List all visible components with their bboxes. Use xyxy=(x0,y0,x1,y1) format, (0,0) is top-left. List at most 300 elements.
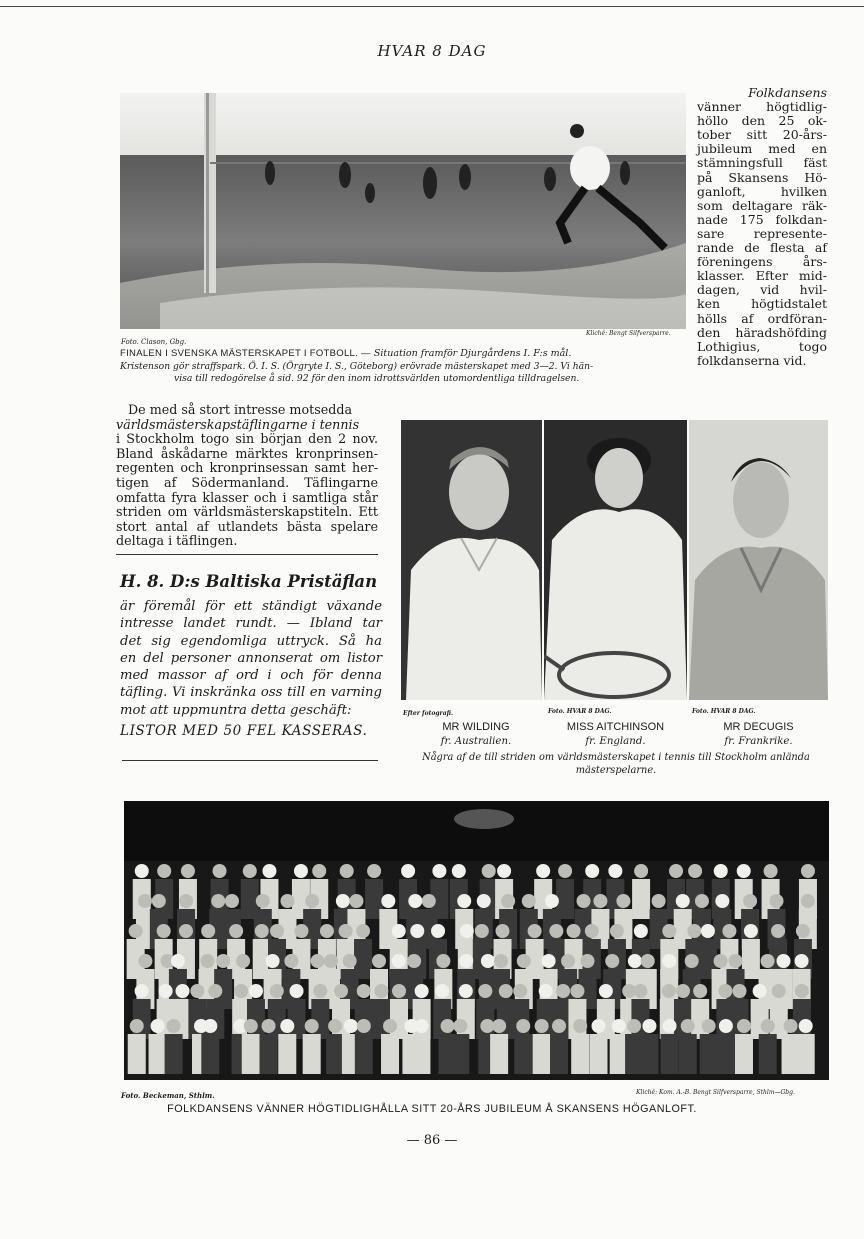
crowd-figure xyxy=(201,1034,219,1074)
crowd-head xyxy=(129,924,143,938)
crowd-head xyxy=(592,1019,606,1033)
crowd-figure xyxy=(511,999,529,1039)
running-header: HVAR 8 DAG xyxy=(377,42,487,60)
crowd-figure xyxy=(691,999,709,1039)
crowd-head xyxy=(542,954,556,968)
crowd-head xyxy=(641,954,655,968)
crowd-head xyxy=(313,984,327,998)
crowd-head xyxy=(652,894,666,908)
crowd-head xyxy=(234,984,248,998)
crowd-head xyxy=(567,924,581,938)
folkdans-line: jubileum med en xyxy=(697,141,827,157)
crowd-figure xyxy=(206,999,224,1039)
prize-body xyxy=(120,598,382,719)
crowd-head xyxy=(151,1019,165,1033)
crowd-head xyxy=(280,894,294,908)
tennis-body: i Stockholm togo sin början den 2 nov. Bland åskådarne märktes kronprinsen-regenten och kronprinsessan samt her-tigen af Södermanland. Täflingarne omfatta fyra klasser och i samtliga står striden om världsmästerskapstiteln. Ett stort antal af utlandets bästa spelare deltaga i täflingen. xyxy=(116,431,378,549)
crowd-head xyxy=(255,924,269,938)
crowd-head xyxy=(516,1019,530,1033)
crowd-figure xyxy=(717,1034,735,1074)
crowd-head xyxy=(431,924,445,938)
crowd-head xyxy=(688,864,702,878)
crowd-head xyxy=(771,924,785,938)
crowd-head xyxy=(478,984,492,998)
crowd-figure xyxy=(571,1034,589,1074)
portrait-credit-3: Foto. HVAR 8 DAG. xyxy=(692,708,756,715)
crowd-figure xyxy=(165,1034,183,1074)
crowd-head xyxy=(556,984,570,998)
portrait-aitchinson xyxy=(544,420,687,700)
crowd-head xyxy=(481,954,495,968)
crowd-head xyxy=(634,864,648,878)
crowd-head xyxy=(305,894,319,908)
crowd-head xyxy=(610,924,624,938)
crowd-head xyxy=(599,984,613,998)
crowd-figure xyxy=(640,1034,658,1074)
crowd-head xyxy=(772,984,786,998)
crowd-head xyxy=(496,924,510,938)
crowd-head xyxy=(733,984,747,998)
crowd-head xyxy=(225,894,239,908)
crowd-head xyxy=(753,984,767,998)
portrait-credit-1: Efter fotografi. xyxy=(403,710,454,717)
folkdans-line: Folkdansens xyxy=(748,85,827,100)
crowd-head xyxy=(138,954,152,968)
crowd-figure xyxy=(632,879,650,919)
crowd-head xyxy=(608,864,622,878)
tennis-photo-caption xyxy=(400,751,832,777)
crowd-head xyxy=(693,984,707,998)
crowd-head xyxy=(570,984,584,998)
crowd-head xyxy=(324,954,338,968)
crowd-head xyxy=(549,924,563,938)
crowd-head xyxy=(701,924,715,938)
crowd-figure xyxy=(731,999,749,1039)
folkdans-line: vänner högtidlig- xyxy=(697,99,827,115)
crowd-head xyxy=(179,924,193,938)
crowd-head xyxy=(497,864,511,878)
prize-line: är föremål för ett ständigt växande xyxy=(120,599,382,614)
crowd-head xyxy=(761,954,775,968)
crowd-head xyxy=(475,924,489,938)
crowd-head xyxy=(616,894,630,908)
player-name: MISS AITCHINSON xyxy=(566,721,665,733)
crowd-head xyxy=(452,864,466,878)
crowd-head xyxy=(208,984,222,998)
crowd-head xyxy=(535,1019,549,1033)
portrait-decugis xyxy=(689,420,828,700)
crowd-figure xyxy=(288,999,306,1039)
crowd-head xyxy=(681,1019,695,1033)
crowd-head xyxy=(669,864,683,878)
crowd-figure xyxy=(188,999,206,1039)
crowd-head xyxy=(415,984,429,998)
crowd-head xyxy=(605,954,619,968)
folkdans-line: den häradshöfding xyxy=(697,324,827,340)
folkdans-column xyxy=(697,86,827,368)
crowd-head xyxy=(687,924,701,938)
folkdans-line: nade 175 folkdan- xyxy=(697,211,827,227)
crowd-figure xyxy=(303,1034,321,1074)
crowd-figure xyxy=(355,999,373,1039)
crowd-figure xyxy=(260,1034,278,1074)
crowd-head xyxy=(392,924,406,938)
crowd-head xyxy=(722,924,736,938)
crowd-head xyxy=(383,1019,397,1033)
crowd-head xyxy=(737,1019,751,1033)
crowd-head xyxy=(381,894,395,908)
crowd-head xyxy=(513,984,527,998)
crowd-head xyxy=(270,924,284,938)
crowd-head xyxy=(799,1019,813,1033)
crowd-head xyxy=(256,894,270,908)
prize-line: med massor af ord i och för denna xyxy=(120,668,382,684)
crowd-head xyxy=(539,984,553,998)
crowd-head xyxy=(634,924,648,938)
crowd-head xyxy=(157,864,171,878)
tennis-photo-caption-line1: Några af de till striden om världsmästerskapet i tennis till Stockholm anlända xyxy=(422,752,810,763)
crowd-head xyxy=(236,954,250,968)
crowd-head xyxy=(249,984,263,998)
folkdans-line: klasser. Efter mid- xyxy=(697,268,827,284)
crowd-head xyxy=(203,1019,217,1033)
crowd-figure xyxy=(247,999,265,1039)
crowd-figure xyxy=(631,999,649,1039)
crowd-head xyxy=(357,1019,371,1033)
crowd-head xyxy=(312,864,326,878)
crowd-figure xyxy=(568,999,586,1039)
folkdans-line: dagen, vid hvil- xyxy=(697,282,827,298)
folkdans-line: stämningsfull fäst xyxy=(697,155,827,171)
crowd-head xyxy=(573,1019,587,1033)
crowd-head xyxy=(662,954,676,968)
crowd-figure xyxy=(742,939,760,979)
crowd-head xyxy=(702,1019,716,1033)
crowd-head xyxy=(201,924,215,938)
prize-line: mot att uppmuntra detta geschäft: xyxy=(120,702,352,718)
crowd-head xyxy=(501,894,515,908)
crowd-head xyxy=(401,864,415,878)
folkdans-line: som deltagare räk- xyxy=(697,197,827,213)
football-caption xyxy=(120,348,700,386)
crowd-head xyxy=(159,984,173,998)
crowd-head xyxy=(777,954,791,968)
crowd-figure xyxy=(457,999,475,1039)
football-caption-line2: Kristenson gör straffspark. Ö. I. S. (Örgryte I. S., Göteborg) erövrade mästerskapet med 3—2. Vi hän- xyxy=(120,360,594,372)
crowd-head xyxy=(294,864,308,878)
crowd-head xyxy=(695,894,709,908)
folkdans-line: tober sitt 20-års- xyxy=(697,127,827,143)
crowd-head xyxy=(190,984,204,998)
crowd-head xyxy=(499,984,513,998)
crowd-head xyxy=(171,954,185,968)
crowd-head xyxy=(436,954,450,968)
player-origin: fr. Australien. xyxy=(440,736,512,747)
crowd-head xyxy=(176,984,190,998)
crowd-head xyxy=(243,864,257,878)
crowd-figure xyxy=(355,1034,373,1074)
crowd-head xyxy=(339,924,353,938)
crowd-head xyxy=(676,984,690,998)
group-photo-caption: FOLKDANSENS VÄNNER HÖGTIDLIGHÅLLA SITT 20-ÅRS JUBILEUM Å SKANSENS HÖGANLOFT. xyxy=(167,1103,697,1115)
crowd-figure xyxy=(597,999,615,1039)
folkdans-line: sare represente- xyxy=(697,225,827,241)
folkdans-line: på Skansens Hö- xyxy=(697,169,827,185)
crowd-head xyxy=(662,924,676,938)
crowd-head xyxy=(179,894,193,908)
tennis-article xyxy=(116,403,378,549)
crowd-head xyxy=(311,954,325,968)
crowd-head xyxy=(801,894,815,908)
crowd-head xyxy=(577,894,591,908)
crowd-head xyxy=(492,1019,506,1033)
crowd-figure xyxy=(793,999,811,1039)
crowd-head xyxy=(770,894,784,908)
crowd-head xyxy=(663,1019,677,1033)
crowd-head xyxy=(135,864,149,878)
crowd-head xyxy=(482,864,496,878)
crowd-head xyxy=(729,954,743,968)
crowd-figure xyxy=(759,1034,777,1074)
crowd-head xyxy=(343,954,357,968)
crowd-head xyxy=(266,954,280,968)
crowd-head xyxy=(522,894,536,908)
crowd-head xyxy=(459,984,473,998)
crowd-figure xyxy=(674,999,692,1039)
crowd-figure xyxy=(326,1034,344,1074)
folkdans-line: höllo den 25 ok- xyxy=(697,113,827,129)
crowd-head xyxy=(801,864,815,878)
crowd-head xyxy=(714,954,728,968)
crowd-head xyxy=(213,864,227,878)
crowd-figure xyxy=(590,1034,608,1074)
crowd-figure xyxy=(412,1034,430,1074)
crowd-figure xyxy=(433,999,451,1039)
player-name: MR DECUGIS xyxy=(723,721,794,733)
crowd-figure xyxy=(770,999,788,1039)
crowd-head xyxy=(441,1019,455,1033)
player-origin: fr. England. xyxy=(585,736,646,747)
crowd-head xyxy=(336,894,350,908)
crowd-figure xyxy=(625,1034,643,1074)
crowd-head xyxy=(320,924,334,938)
crowd-figure xyxy=(157,999,175,1039)
crowd-figure xyxy=(268,999,286,1039)
crowd-head xyxy=(459,954,473,968)
crowd-head xyxy=(715,894,729,908)
prize-title: H. 8. D:s Baltiska Pristäflan xyxy=(120,572,378,591)
crowd-head xyxy=(627,1019,641,1033)
crowd-head xyxy=(407,954,421,968)
crowd-head xyxy=(244,1019,258,1033)
crowd-head xyxy=(229,924,243,938)
football-photo xyxy=(120,93,686,329)
crowd-figure xyxy=(390,999,408,1039)
crowd-head xyxy=(157,924,171,938)
crowd-figure xyxy=(149,1034,167,1074)
crowd-head xyxy=(477,894,491,908)
divider xyxy=(116,554,378,555)
crowd-figure xyxy=(133,999,151,1039)
crowd-figure xyxy=(700,1034,718,1074)
crowd-head xyxy=(718,984,732,998)
crowd-head xyxy=(558,864,572,878)
crowd-figure xyxy=(533,1034,551,1074)
crowd-head xyxy=(714,864,728,878)
prize-line: det sig egendomliga uttryck. Så ha xyxy=(120,633,382,649)
crowd-head xyxy=(305,1019,319,1033)
crowd-head xyxy=(633,984,647,998)
crowd-head xyxy=(552,1019,566,1033)
crowd-head xyxy=(536,864,550,878)
crowd-head xyxy=(580,954,594,968)
crowd-figure xyxy=(381,1034,399,1074)
crowd-head xyxy=(356,924,370,938)
crowd-figure xyxy=(372,999,390,1039)
crowd-head xyxy=(545,894,559,908)
crowd-figure xyxy=(476,999,494,1039)
crowd-head xyxy=(796,924,810,938)
crowd-head xyxy=(494,954,508,968)
crowd-head xyxy=(422,894,436,908)
crowd-figure xyxy=(537,999,555,1039)
crowd-head xyxy=(561,954,575,968)
football-caption-line3: visa till redogörelse å sid. 92 för den inom idrottsvärlden utomordentliga tilldragelsen. xyxy=(174,373,580,384)
crowd-head xyxy=(585,924,599,938)
portrait-wilding xyxy=(401,420,542,700)
crowd-head xyxy=(528,924,542,938)
crowd-head xyxy=(460,924,474,938)
folkdans-line: rande de flesta af xyxy=(697,240,827,256)
crowd-head xyxy=(138,894,152,908)
crowd-head xyxy=(457,894,471,908)
crowd-figure xyxy=(128,1034,146,1074)
football-caption-title: FINALEN I SVENSKA MÄSTERSKAPET I FOTBOLL. — xyxy=(120,348,371,359)
crowd-head xyxy=(585,864,599,878)
crowd-head xyxy=(334,984,348,998)
crowd-head xyxy=(612,1019,626,1033)
crowd-figure xyxy=(661,1034,679,1074)
crowd-head xyxy=(795,954,809,968)
top-rule xyxy=(0,6,864,7)
crowd-head xyxy=(167,1019,181,1033)
folkdans-line: ganloft, hvilken xyxy=(697,183,827,199)
crowd-head xyxy=(410,924,424,938)
crowd-head xyxy=(761,1019,775,1033)
football-photo-credit: Foto. Clason, Gbg. xyxy=(121,338,187,346)
crowd-head xyxy=(435,984,449,998)
folkdans-line: föreningens års- xyxy=(697,254,827,270)
crowd-head xyxy=(764,864,778,878)
crowd-figure xyxy=(550,1034,568,1074)
crowd-head xyxy=(216,954,230,968)
crowd-head xyxy=(357,984,371,998)
group-photo-credit: Foto. Beckeman, Sthlm. xyxy=(121,1091,215,1100)
crowd-head xyxy=(685,954,699,968)
tennis-photo-caption-line2: mästerspelarne. xyxy=(575,765,657,776)
crowd-head xyxy=(784,1019,798,1033)
crowd-figure xyxy=(278,1034,296,1074)
crowd-head xyxy=(262,864,276,878)
folkdans-line: folkdanserna vid. xyxy=(697,352,807,368)
tennis-intro: De med så stort intresse motsedda xyxy=(128,402,353,417)
crowd-head xyxy=(328,1019,342,1033)
crowd-head xyxy=(662,984,676,998)
crowd-head xyxy=(270,984,284,998)
crowd-head xyxy=(392,954,406,968)
crowd-head xyxy=(642,1019,656,1033)
prize-line: täfling. Vi inskränka oss till en varning xyxy=(120,685,382,701)
portrait-credit-2: Foto. HVAR 8 DAG. xyxy=(548,708,612,715)
crowd-head xyxy=(432,864,446,878)
crowd-head xyxy=(628,954,642,968)
crowd-head xyxy=(743,894,757,908)
crowd-head xyxy=(152,894,166,908)
crowd-head xyxy=(374,984,388,998)
crowd-figure xyxy=(610,1034,628,1074)
crowd-head xyxy=(744,924,758,938)
folkdans-line: hölls af ordföran- xyxy=(697,310,827,326)
crowd-head xyxy=(367,864,381,878)
crowd-head xyxy=(392,984,406,998)
crowd-head xyxy=(593,894,607,908)
crowd-figure xyxy=(242,1034,260,1074)
crowd-figure xyxy=(797,1034,815,1074)
prize-warning: LISTOR MED 50 FEL KASSERAS. xyxy=(120,723,368,739)
player-origin: fr. Frankrike. xyxy=(724,736,793,747)
crowd-head xyxy=(280,1019,294,1033)
crowd-figure xyxy=(514,1034,532,1074)
crowd-head xyxy=(795,984,809,998)
crowd-figure xyxy=(490,1034,508,1074)
crowd-head xyxy=(344,1019,358,1033)
crowd-head xyxy=(737,864,751,878)
crowd-head xyxy=(517,954,531,968)
crowd-head xyxy=(262,1019,276,1033)
folkdans-line: ken högtidstalet xyxy=(697,296,827,312)
crowd-figure xyxy=(751,999,769,1039)
crowd-head xyxy=(135,984,149,998)
crowd-head xyxy=(181,864,195,878)
crowd-head xyxy=(290,984,304,998)
prize-line: en del personer annonserat om listor xyxy=(120,650,382,666)
crowd-head xyxy=(408,894,422,908)
football-caption-situation: Situation framför Djurgårdens I. F:s mål. xyxy=(373,348,572,359)
crowd-figure xyxy=(311,999,329,1039)
football-cliche-credit: Klichê: Bengt Silfversparre. xyxy=(586,330,671,337)
crowd-head xyxy=(349,894,363,908)
crowd-head xyxy=(211,894,225,908)
group-cliche-credit: Klichê: Kom. A.-B. Bengt Silfversparre, Sthlm—Gbg. xyxy=(636,1089,795,1096)
crowd-head xyxy=(130,1019,144,1033)
crowd-figure xyxy=(679,1034,697,1074)
crowd-figure xyxy=(451,1034,469,1074)
group-photo xyxy=(124,801,829,1080)
crowd-head xyxy=(414,1019,428,1033)
crowd-head xyxy=(372,954,386,968)
crowd-head xyxy=(340,864,354,878)
crowd-head xyxy=(201,954,215,968)
page-number: — 86 — xyxy=(406,1133,458,1148)
crowd-figure xyxy=(413,999,431,1039)
crowd-head xyxy=(284,954,298,968)
crowd-head xyxy=(676,894,690,908)
crowd-head xyxy=(453,1019,467,1033)
divider xyxy=(122,760,378,761)
crowd-figure xyxy=(332,999,350,1039)
crowd-figure xyxy=(735,1034,753,1074)
crowd-head xyxy=(294,924,308,938)
